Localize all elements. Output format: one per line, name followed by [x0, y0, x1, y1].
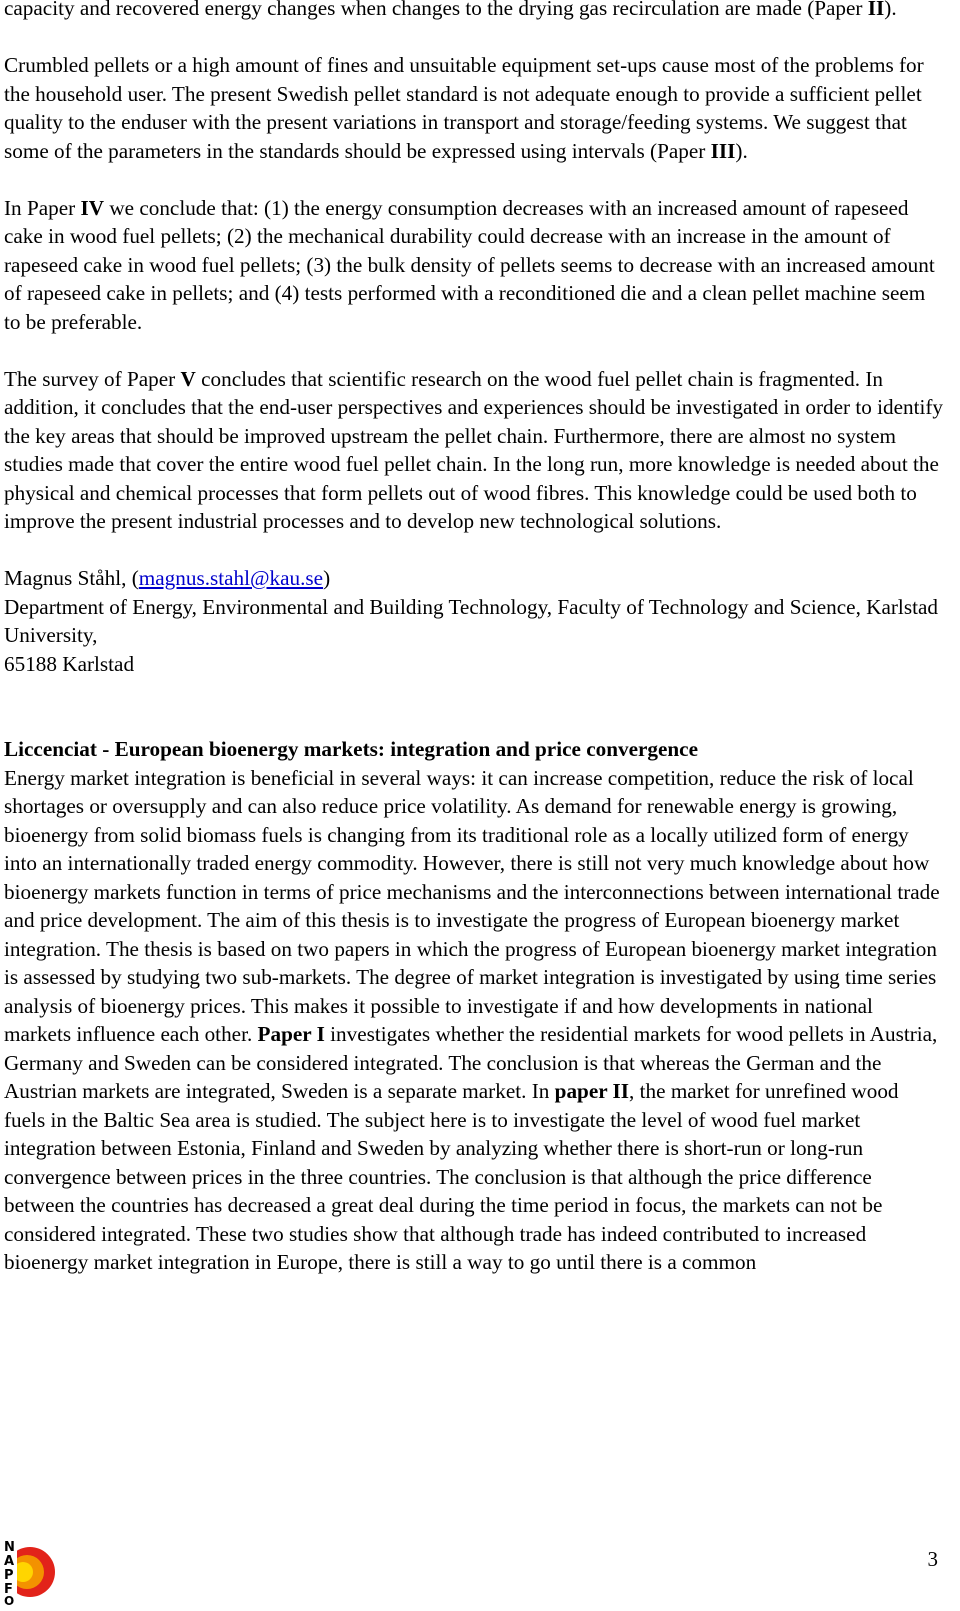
page-number: 3 [927, 1547, 938, 1571]
napfo-logo [2, 1538, 56, 1606]
paragraph-rapeseed-cake [4, 194, 944, 337]
text-run: capacity and recovered energy changes when changes to the drying gas recirculation are made (Paper [4, 0, 868, 20]
paragraph-bioenergy-markets [4, 764, 944, 1277]
text-run: investigates whether the residential markets for wood pellets in Austria, Germany and Sweden can be considered integrated. The conclusion is that whereas the German and the Austrian markets are integrated, Sweden is a separate market. In [4, 1022, 938, 1103]
text-run: Crumbled pellets or a high amount of fines and unsuitable equipment set-ups cause most of the problems for the household user. The present Swedish pellet standard is not adequate enough to provide a sufficient pellet quality to the enduser with the present variations in transport and storage/feeding systems. We suggest that some of the parameters in the standards should be expressed using intervals (Paper [4, 53, 924, 163]
logo-letter: A [4, 1554, 15, 1569]
bold-paper-ref: III [710, 138, 736, 163]
text-run: , the market for unrefined wood fuels in the Baltic Sea area is studied. The subject here is to investigate the level of wood fuel market integration between Estonia, Finland and Sweden by analyzing whether there is short-run or long-run convergence between prices in the three countries. The conclusion is that although the price difference between the countries has decreased a great deal during the time period in focus, the markets can not be considered integrated. These two studies show that although trade has indeed contributed to increased bioenergy market integration in Europe, there is still a way to go until there is a common [4, 1079, 899, 1274]
author-email-link[interactable]: magnus.stahl@kau.se [138, 566, 324, 590]
logo-letter: F [4, 1582, 13, 1597]
paragraph-survey [4, 365, 944, 536]
bold-paper-ref: V [180, 366, 196, 391]
text-run: In Paper [4, 195, 81, 220]
author-name-close: ) [323, 566, 331, 590]
logo-letter: N [4, 1540, 15, 1555]
paragraph-drying-gas [4, 0, 944, 23]
author-address: 65188 Karlstad [4, 651, 135, 676]
logo-letter: O [4, 1594, 15, 1606]
bold-paper-ref: paper II [554, 1079, 630, 1103]
document-body [4, 0, 944, 1277]
author-block [4, 564, 944, 678]
author-name: Magnus Ståhl, ( [4, 566, 139, 590]
author-line [4, 564, 944, 593]
bold-paper-ref: II [867, 0, 885, 20]
paragraph-household-user [4, 51, 944, 165]
text-run: ). [884, 0, 897, 20]
logo-letter: P [4, 1568, 14, 1583]
bold-paper-ref: IV [80, 195, 105, 220]
author-affiliation: Department of Energy, Environmental and Building Technology, Faculty of Technology and Science, Karlstad University, [4, 594, 938, 647]
section-heading: Liccenciat - European bioenergy markets: integration and price convergence [4, 737, 698, 761]
text-run: ). [735, 138, 748, 163]
bold-paper-ref: Paper I [257, 1022, 325, 1046]
text-run: concludes that scientific research on the wood fuel pellet chain is fragmented. In addition, it concludes that the end-user perspectives and experiences should be investigated in order to identify the key areas that should be improved upstream the pellet chain. Furthermore, there are almost no system studies made that cover the entire wood fuel pellet chain. In the long run, more knowledge is needed about the physical and chemical processes that form pellets out of wood fibres. This knowledge could be used both to improve the present industrial processes and to develop new technological solutions. [4, 366, 944, 533]
text-run: The survey of Paper [4, 366, 181, 391]
napfo-logo-graphic [2, 1538, 56, 1606]
section-spacer [4, 678, 944, 735]
text-run: Energy market integration is beneficial in several ways: it can increase competition, reduce the risk of local shortages or oversupply and can also reduce price volatility. As demand for renewable energy is growing, bioenergy from solid biomass fuels is changing from its traditional role as a locally utilized form of energy into an internationally traded energy commodity. However, there is still not very much knowledge about how bioenergy markets function in terms of price mechanisms and the interconnections between international trade and price development. The aim of this thesis is to investigate the progress of European bioenergy market integration. The thesis is based on two papers in which the progress of European bioenergy market integration is assessed by studying two sub-markets. The degree of market integration is investigated by using time series analysis of bioenergy prices. This makes it possible to investigate if and how developments in national markets influence each other. [4, 765, 940, 1046]
text-run: we conclude that: (1) the energy consumption decreases with an increased amount of rapeseed cake in wood fuel pellets; (2) the mechanical durability could decrease with an increase in the amount of rapeseed cake in wood fuel pellets; (3) the bulk density of pellets seems to decrease with an increased amount of rapeseed cake in pellets; and (4) tests performed with a reconditioned die and a clean pellet machine seem to be preferable. [4, 195, 935, 334]
